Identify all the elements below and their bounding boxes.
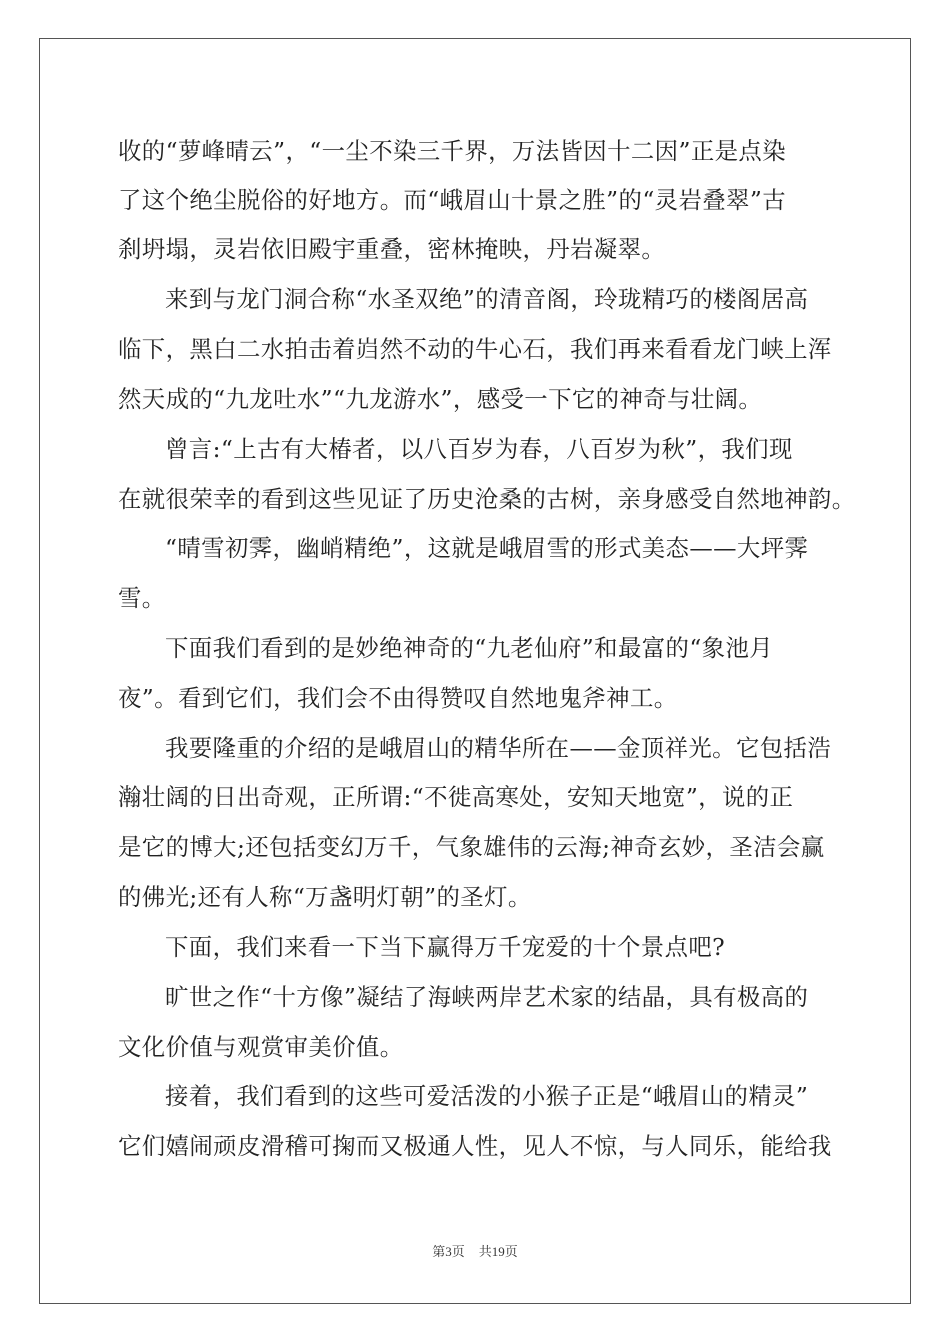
text-line: 旷世之作“十方像”凝结了海峡两岸艺术家的结晶，具有极高的: [165, 983, 809, 1011]
text-line: 了这个绝尘脱俗的好地方。而“峨眉山十景之胜”的“灵岩叠翠”古: [118, 186, 786, 214]
text-line: 刹坍塌，灵岩依旧殿宇重叠，密林掩映，丹岩凝翠。: [118, 235, 666, 263]
text-line: 雪。: [118, 584, 166, 612]
text-line: 临下，黑白二水拍击着岿然不动的牛心石，我们再来看看龙门峡上浑: [118, 335, 832, 363]
text-line: 我要隆重的介绍的是峨眉山的精华所在——金顶祥光。它包括浩: [165, 734, 832, 762]
text-line: 来到与龙门洞合称“水圣双绝”的清音阁，玲珑精巧的楼阁居高: [165, 285, 809, 313]
text-line: 文化价值与观赏审美价值。: [118, 1033, 404, 1061]
page-footer: [0, 1241, 950, 1260]
text-line: 的佛光;还有人称“万盏明灯朝”的圣灯。: [118, 883, 532, 911]
text-line: 瀚壮阔的日出奇观，正所谓:“不徙高寒处，安知天地宽”，说的正: [118, 783, 794, 811]
text-line: 下面我们看到的是妙绝神奇的“九老仙府”和最富的“象池月: [165, 634, 774, 662]
page-number: 第3页: [432, 1244, 465, 1259]
text-line: 收的“萝峰晴云”，“一尘不染三千界，万法皆因十二因”正是点染: [118, 137, 786, 165]
text-line: 下面，我们来看一下当下赢得万千宠爱的十个景点吧?: [165, 933, 726, 961]
text-line: 它们嬉闹顽皮滑稽可掬而又极通人性，见人不惊，与人同乐，能给我: [118, 1132, 832, 1160]
text-line: 曾言:“上古有大椿者，以八百岁为春，八百岁为秋”，我们现: [165, 435, 793, 463]
text-line: 接着，我们看到的这些可爱活泼的小猴子正是“峨眉山的精灵”: [165, 1082, 809, 1110]
text-line: 在就很荣幸的看到这些见证了历史沧桑的古树，亲身感受自然地神韵。: [118, 485, 856, 513]
text-line: “晴雪初霁，幽峭精绝”，这就是峨眉雪的形式美态——大坪霁: [165, 534, 809, 562]
text-line: 是它的博大;还包括变幻万千，气象雄伟的云海;神奇玄妙，圣洁会赢: [118, 833, 825, 861]
page-border: [39, 38, 911, 1304]
text-line: 夜”。看到它们，我们会不由得赞叹自然地鬼斧神工。: [118, 684, 678, 712]
text-line: 然天成的“九龙吐水”“九龙游水”，感受一下它的神奇与壮阔。: [118, 385, 763, 413]
page-total: 共19页: [478, 1244, 518, 1259]
